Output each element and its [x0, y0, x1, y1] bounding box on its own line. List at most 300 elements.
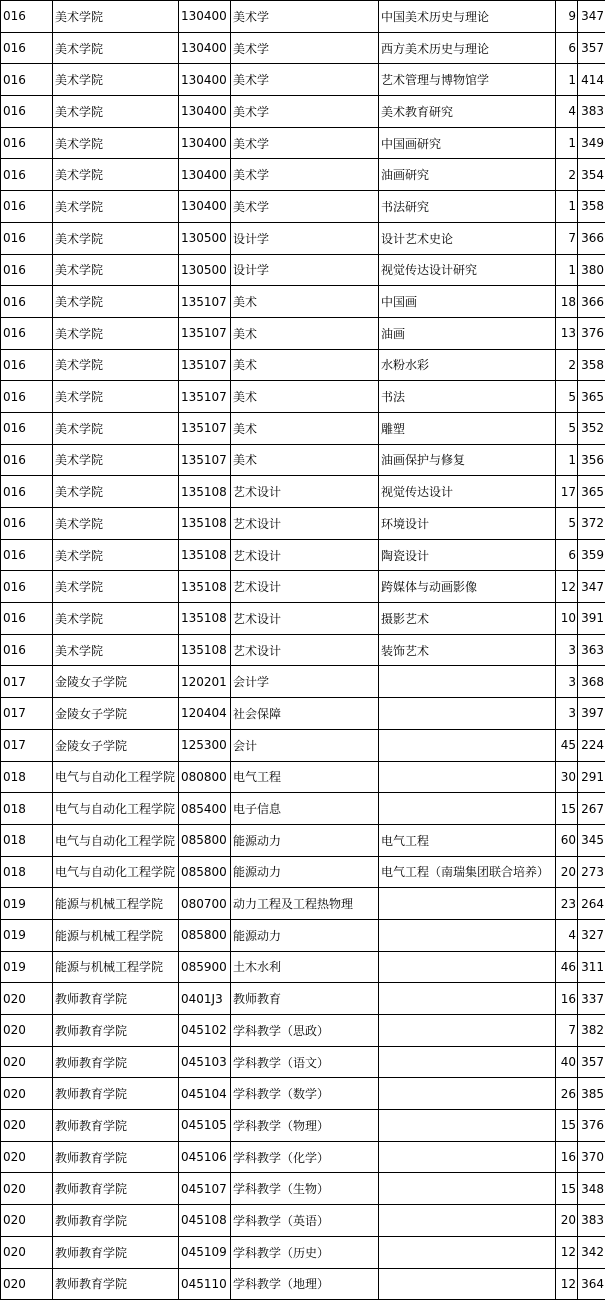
major-name-cell: 学科教学（英语）	[231, 1205, 379, 1237]
major-code-cell: 130400	[179, 32, 231, 64]
college-name-cell: 金陵女子学院	[53, 729, 179, 761]
table-row	[1, 951, 605, 983]
direction-cell	[379, 1236, 556, 1268]
college-code-cell: 020	[1, 1205, 53, 1237]
college-name-cell: 美术学院	[53, 96, 179, 128]
major-name-cell: 电气工程	[231, 761, 379, 793]
major-name-cell: 能源动力	[231, 824, 379, 856]
admitted-count-cell: 7	[556, 222, 578, 254]
table-row	[1, 729, 605, 761]
major-name-cell: 社会保障	[231, 698, 379, 730]
major-code-cell: 135108	[179, 634, 231, 666]
major-code-cell: 120201	[179, 666, 231, 698]
college-name-cell: 美术学院	[53, 286, 179, 318]
college-name-cell: 美术学院	[53, 127, 179, 159]
direction-cell	[379, 983, 556, 1015]
major-name-cell: 学科教学（历史）	[231, 1236, 379, 1268]
min-score-cell: 357	[578, 1046, 605, 1078]
admitted-count-cell: 20	[556, 856, 578, 888]
major-code-cell: 045109	[179, 1236, 231, 1268]
table-row	[1, 983, 605, 1015]
major-code-cell: 080800	[179, 761, 231, 793]
major-name-cell: 美术学	[231, 32, 379, 64]
min-score-cell: 414	[578, 64, 605, 96]
major-name-cell: 美术学	[231, 1, 379, 33]
table-row	[1, 761, 605, 793]
major-code-cell: 135107	[179, 317, 231, 349]
major-code-cell: 085800	[179, 919, 231, 951]
direction-cell: 电气工程	[379, 824, 556, 856]
table-row	[1, 603, 605, 635]
direction-cell: 视觉传达设计研究	[379, 254, 556, 286]
min-score-cell: 368	[578, 666, 605, 698]
major-code-cell: 130400	[179, 127, 231, 159]
major-name-cell: 能源动力	[231, 919, 379, 951]
min-score-cell: 363	[578, 634, 605, 666]
min-score-cell: 348	[578, 1173, 605, 1205]
college-name-cell: 教师教育学院	[53, 1015, 179, 1047]
college-name-cell: 电气与自动化工程学院	[53, 856, 179, 888]
table-row	[1, 698, 605, 730]
college-code-cell: 016	[1, 127, 53, 159]
admitted-count-cell: 6	[556, 32, 578, 64]
college-name-cell: 教师教育学院	[53, 983, 179, 1015]
min-score-cell: 342	[578, 1236, 605, 1268]
admitted-count-cell: 16	[556, 1141, 578, 1173]
min-score-cell: 267	[578, 793, 605, 825]
direction-cell: 中国画研究	[379, 127, 556, 159]
college-name-cell: 美术学院	[53, 222, 179, 254]
major-code-cell: 135107	[179, 444, 231, 476]
college-name-cell: 美术学院	[53, 317, 179, 349]
direction-cell	[379, 761, 556, 793]
college-code-cell: 018	[1, 824, 53, 856]
table-row	[1, 476, 605, 508]
admitted-count-cell: 26	[556, 1078, 578, 1110]
table-row	[1, 888, 605, 920]
major-name-cell: 设计学	[231, 254, 379, 286]
college-name-cell: 教师教育学院	[53, 1236, 179, 1268]
major-code-cell: 135108	[179, 539, 231, 571]
college-name-cell: 电气与自动化工程学院	[53, 761, 179, 793]
college-name-cell: 教师教育学院	[53, 1078, 179, 1110]
admitted-count-cell: 15	[556, 793, 578, 825]
major-name-cell: 美术	[231, 286, 379, 318]
college-code-cell: 018	[1, 856, 53, 888]
college-name-cell: 教师教育学院	[53, 1205, 179, 1237]
direction-cell: 油画保护与修复	[379, 444, 556, 476]
direction-cell	[379, 1205, 556, 1237]
major-name-cell: 美术	[231, 412, 379, 444]
admitted-count-cell: 1	[556, 191, 578, 223]
direction-cell: 摄影艺术	[379, 603, 556, 635]
table-row	[1, 286, 605, 318]
admitted-count-cell: 23	[556, 888, 578, 920]
college-code-cell: 016	[1, 96, 53, 128]
admitted-count-cell: 16	[556, 983, 578, 1015]
college-name-cell: 美术学院	[53, 603, 179, 635]
table-row	[1, 666, 605, 698]
college-code-cell: 018	[1, 761, 53, 793]
college-name-cell: 电气与自动化工程学院	[53, 824, 179, 856]
major-code-cell: 130400	[179, 1, 231, 33]
table-row	[1, 1173, 605, 1205]
table-row	[1, 634, 605, 666]
min-score-cell: 291	[578, 761, 605, 793]
major-name-cell: 美术学	[231, 159, 379, 191]
direction-cell: 水粉水彩	[379, 349, 556, 381]
major-name-cell: 学科教学（思政）	[231, 1015, 379, 1047]
min-score-cell: 358	[578, 191, 605, 223]
major-name-cell: 会计学	[231, 666, 379, 698]
table-row	[1, 412, 605, 444]
direction-cell: 跨媒体与动画影像	[379, 571, 556, 603]
direction-cell	[379, 1110, 556, 1142]
min-score-cell: 356	[578, 444, 605, 476]
direction-cell: 艺术管理与博物馆学	[379, 64, 556, 96]
min-score-cell: 359	[578, 539, 605, 571]
min-score-cell: 372	[578, 508, 605, 540]
admitted-count-cell: 40	[556, 1046, 578, 1078]
min-score-cell: 273	[578, 856, 605, 888]
major-name-cell: 美术学	[231, 96, 379, 128]
college-code-cell: 016	[1, 634, 53, 666]
table-row	[1, 1268, 605, 1300]
major-code-cell: 085800	[179, 856, 231, 888]
college-code-cell: 020	[1, 1015, 53, 1047]
table-row	[1, 64, 605, 96]
admitted-count-cell: 5	[556, 412, 578, 444]
min-score-cell: 365	[578, 381, 605, 413]
college-name-cell: 金陵女子学院	[53, 666, 179, 698]
admitted-count-cell: 5	[556, 508, 578, 540]
major-code-cell: 135107	[179, 412, 231, 444]
table-row	[1, 508, 605, 540]
direction-cell	[379, 666, 556, 698]
college-name-cell: 美术学院	[53, 159, 179, 191]
college-name-cell: 能源与机械工程学院	[53, 919, 179, 951]
major-name-cell: 电子信息	[231, 793, 379, 825]
admitted-count-cell: 9	[556, 1, 578, 33]
admitted-count-cell: 1	[556, 444, 578, 476]
min-score-cell: 376	[578, 317, 605, 349]
college-code-cell: 019	[1, 951, 53, 983]
college-code-cell: 020	[1, 1268, 53, 1300]
min-score-cell: 383	[578, 1205, 605, 1237]
college-code-cell: 016	[1, 191, 53, 223]
table-row	[1, 254, 605, 286]
college-name-cell: 教师教育学院	[53, 1110, 179, 1142]
college-name-cell: 美术学院	[53, 32, 179, 64]
table-body	[1, 1, 605, 1300]
admitted-count-cell: 46	[556, 951, 578, 983]
admitted-count-cell: 7	[556, 1015, 578, 1047]
table-row	[1, 96, 605, 128]
min-score-cell: 370	[578, 1141, 605, 1173]
college-code-cell: 016	[1, 1, 53, 33]
table-row	[1, 571, 605, 603]
min-score-cell: 357	[578, 32, 605, 64]
major-code-cell: 045105	[179, 1110, 231, 1142]
college-name-cell: 能源与机械工程学院	[53, 888, 179, 920]
direction-cell	[379, 1046, 556, 1078]
college-name-cell: 金陵女子学院	[53, 698, 179, 730]
direction-cell: 美术教育研究	[379, 96, 556, 128]
admitted-count-cell: 3	[556, 634, 578, 666]
min-score-cell: 376	[578, 1110, 605, 1142]
table-row	[1, 856, 605, 888]
admitted-count-cell: 12	[556, 571, 578, 603]
admitted-count-cell: 4	[556, 919, 578, 951]
major-name-cell: 美术	[231, 317, 379, 349]
admitted-count-cell: 18	[556, 286, 578, 318]
min-score-cell: 358	[578, 349, 605, 381]
college-name-cell: 美术学院	[53, 64, 179, 96]
admitted-count-cell: 4	[556, 96, 578, 128]
major-name-cell: 学科教学（语文）	[231, 1046, 379, 1078]
major-code-cell: 135108	[179, 603, 231, 635]
admitted-count-cell: 17	[556, 476, 578, 508]
major-name-cell: 艺术设计	[231, 539, 379, 571]
table-row	[1, 824, 605, 856]
major-code-cell: 045103	[179, 1046, 231, 1078]
major-name-cell: 教师教育	[231, 983, 379, 1015]
major-name-cell: 艺术设计	[231, 508, 379, 540]
college-code-cell: 016	[1, 476, 53, 508]
major-name-cell: 美术	[231, 349, 379, 381]
table-row	[1, 444, 605, 476]
college-code-cell: 017	[1, 666, 53, 698]
major-name-cell: 美术学	[231, 127, 379, 159]
direction-cell: 设计艺术史论	[379, 222, 556, 254]
major-name-cell: 动力工程及工程热物理	[231, 888, 379, 920]
college-name-cell: 美术学院	[53, 571, 179, 603]
table-row	[1, 1141, 605, 1173]
min-score-cell: 311	[578, 951, 605, 983]
college-name-cell: 能源与机械工程学院	[53, 951, 179, 983]
admitted-count-cell: 30	[556, 761, 578, 793]
admitted-count-cell: 45	[556, 729, 578, 761]
college-name-cell: 美术学院	[53, 508, 179, 540]
table-row	[1, 919, 605, 951]
direction-cell	[379, 951, 556, 983]
major-code-cell: 045108	[179, 1205, 231, 1237]
table-row	[1, 191, 605, 223]
major-code-cell: 085400	[179, 793, 231, 825]
admitted-count-cell: 15	[556, 1173, 578, 1205]
direction-cell: 书法研究	[379, 191, 556, 223]
admitted-count-cell: 15	[556, 1110, 578, 1142]
major-name-cell: 学科教学（物理）	[231, 1110, 379, 1142]
college-code-cell: 017	[1, 729, 53, 761]
admitted-count-cell: 2	[556, 159, 578, 191]
college-code-cell: 016	[1, 508, 53, 540]
min-score-cell: 385	[578, 1078, 605, 1110]
college-code-cell: 019	[1, 919, 53, 951]
major-code-cell: 120404	[179, 698, 231, 730]
major-name-cell: 土木水利	[231, 951, 379, 983]
min-score-cell: 354	[578, 159, 605, 191]
table-row	[1, 222, 605, 254]
major-name-cell: 艺术设计	[231, 571, 379, 603]
major-code-cell: 045104	[179, 1078, 231, 1110]
direction-cell: 油画研究	[379, 159, 556, 191]
major-name-cell: 学科教学（化学）	[231, 1141, 379, 1173]
table-row	[1, 381, 605, 413]
college-name-cell: 美术学院	[53, 1, 179, 33]
table-row	[1, 1205, 605, 1237]
college-name-cell: 教师教育学院	[53, 1268, 179, 1300]
college-name-cell: 美术学院	[53, 412, 179, 444]
admitted-count-cell: 13	[556, 317, 578, 349]
table-row	[1, 793, 605, 825]
major-code-cell: 130400	[179, 159, 231, 191]
admitted-count-cell: 2	[556, 349, 578, 381]
min-score-cell: 347	[578, 571, 605, 603]
college-code-cell: 016	[1, 539, 53, 571]
min-score-cell: 364	[578, 1268, 605, 1300]
major-name-cell: 美术学	[231, 64, 379, 96]
college-code-cell: 020	[1, 1046, 53, 1078]
college-name-cell: 美术学院	[53, 539, 179, 571]
min-score-cell: 391	[578, 603, 605, 635]
major-code-cell: 135107	[179, 381, 231, 413]
major-name-cell: 艺术设计	[231, 634, 379, 666]
major-name-cell: 设计学	[231, 222, 379, 254]
direction-cell: 书法	[379, 381, 556, 413]
min-score-cell: 337	[578, 983, 605, 1015]
college-name-cell: 美术学院	[53, 349, 179, 381]
college-code-cell: 016	[1, 222, 53, 254]
major-code-cell: 125300	[179, 729, 231, 761]
college-code-cell: 016	[1, 603, 53, 635]
direction-cell	[379, 1173, 556, 1205]
direction-cell	[379, 919, 556, 951]
table-row	[1, 127, 605, 159]
major-name-cell: 美术	[231, 381, 379, 413]
major-code-cell: 0401J3	[179, 983, 231, 1015]
college-name-cell: 教师教育学院	[53, 1141, 179, 1173]
major-code-cell: 135107	[179, 286, 231, 318]
admitted-count-cell: 1	[556, 64, 578, 96]
college-name-cell: 美术学院	[53, 444, 179, 476]
direction-cell: 中国画	[379, 286, 556, 318]
major-code-cell: 045102	[179, 1015, 231, 1047]
college-code-cell: 018	[1, 793, 53, 825]
direction-cell: 油画	[379, 317, 556, 349]
college-name-cell: 美术学院	[53, 634, 179, 666]
table-row	[1, 1110, 605, 1142]
admitted-count-cell: 6	[556, 539, 578, 571]
min-score-cell: 380	[578, 254, 605, 286]
college-code-cell: 016	[1, 159, 53, 191]
college-code-cell: 020	[1, 983, 53, 1015]
table-row	[1, 1236, 605, 1268]
college-name-cell: 美术学院	[53, 381, 179, 413]
table-row	[1, 317, 605, 349]
major-name-cell: 会计	[231, 729, 379, 761]
min-score-cell: 397	[578, 698, 605, 730]
college-name-cell: 美术学院	[53, 191, 179, 223]
admitted-count-cell: 20	[556, 1205, 578, 1237]
direction-cell	[379, 729, 556, 761]
college-code-cell: 020	[1, 1110, 53, 1142]
table-row	[1, 159, 605, 191]
major-name-cell: 美术学	[231, 191, 379, 223]
college-code-cell: 016	[1, 32, 53, 64]
major-code-cell: 130500	[179, 222, 231, 254]
min-score-cell: 349	[578, 127, 605, 159]
direction-cell	[379, 888, 556, 920]
admitted-count-cell: 1	[556, 127, 578, 159]
direction-cell: 电气工程（南瑞集团联合培养）	[379, 856, 556, 888]
college-code-cell: 016	[1, 381, 53, 413]
admitted-count-cell: 10	[556, 603, 578, 635]
major-code-cell: 135108	[179, 508, 231, 540]
min-score-cell: 264	[578, 888, 605, 920]
min-score-cell: 345	[578, 824, 605, 856]
min-score-cell: 383	[578, 96, 605, 128]
admitted-count-cell: 3	[556, 698, 578, 730]
major-code-cell: 045106	[179, 1141, 231, 1173]
college-code-cell: 016	[1, 571, 53, 603]
table-row	[1, 1046, 605, 1078]
min-score-cell: 224	[578, 729, 605, 761]
college-name-cell: 教师教育学院	[53, 1046, 179, 1078]
college-code-cell: 020	[1, 1236, 53, 1268]
direction-cell: 装饰艺术	[379, 634, 556, 666]
min-score-cell: 347	[578, 1, 605, 33]
college-code-cell: 016	[1, 412, 53, 444]
direction-cell	[379, 1141, 556, 1173]
major-code-cell: 130400	[179, 96, 231, 128]
college-name-cell: 教师教育学院	[53, 1173, 179, 1205]
major-code-cell: 130500	[179, 254, 231, 286]
major-name-cell: 学科教学（数学）	[231, 1078, 379, 1110]
major-name-cell: 学科教学（生物）	[231, 1173, 379, 1205]
major-code-cell: 135108	[179, 476, 231, 508]
college-code-cell: 016	[1, 286, 53, 318]
direction-cell	[379, 698, 556, 730]
major-code-cell: 080700	[179, 888, 231, 920]
admitted-count-cell: 12	[556, 1236, 578, 1268]
college-code-cell: 020	[1, 1173, 53, 1205]
major-code-cell: 135107	[179, 349, 231, 381]
table-row	[1, 539, 605, 571]
direction-cell: 雕塑	[379, 412, 556, 444]
min-score-cell: 366	[578, 286, 605, 318]
college-code-cell: 020	[1, 1141, 53, 1173]
direction-cell	[379, 793, 556, 825]
college-code-cell: 017	[1, 698, 53, 730]
direction-cell	[379, 1015, 556, 1047]
table-row	[1, 1, 605, 33]
min-score-cell: 382	[578, 1015, 605, 1047]
college-code-cell: 016	[1, 64, 53, 96]
min-score-cell: 352	[578, 412, 605, 444]
major-code-cell: 045110	[179, 1268, 231, 1300]
table-row	[1, 32, 605, 64]
admitted-count-cell: 60	[556, 824, 578, 856]
major-name-cell: 艺术设计	[231, 603, 379, 635]
direction-cell	[379, 1078, 556, 1110]
major-name-cell: 美术	[231, 444, 379, 476]
college-name-cell: 美术学院	[53, 476, 179, 508]
major-code-cell: 085800	[179, 824, 231, 856]
min-score-cell: 365	[578, 476, 605, 508]
college-code-cell: 019	[1, 888, 53, 920]
direction-cell	[379, 1268, 556, 1300]
